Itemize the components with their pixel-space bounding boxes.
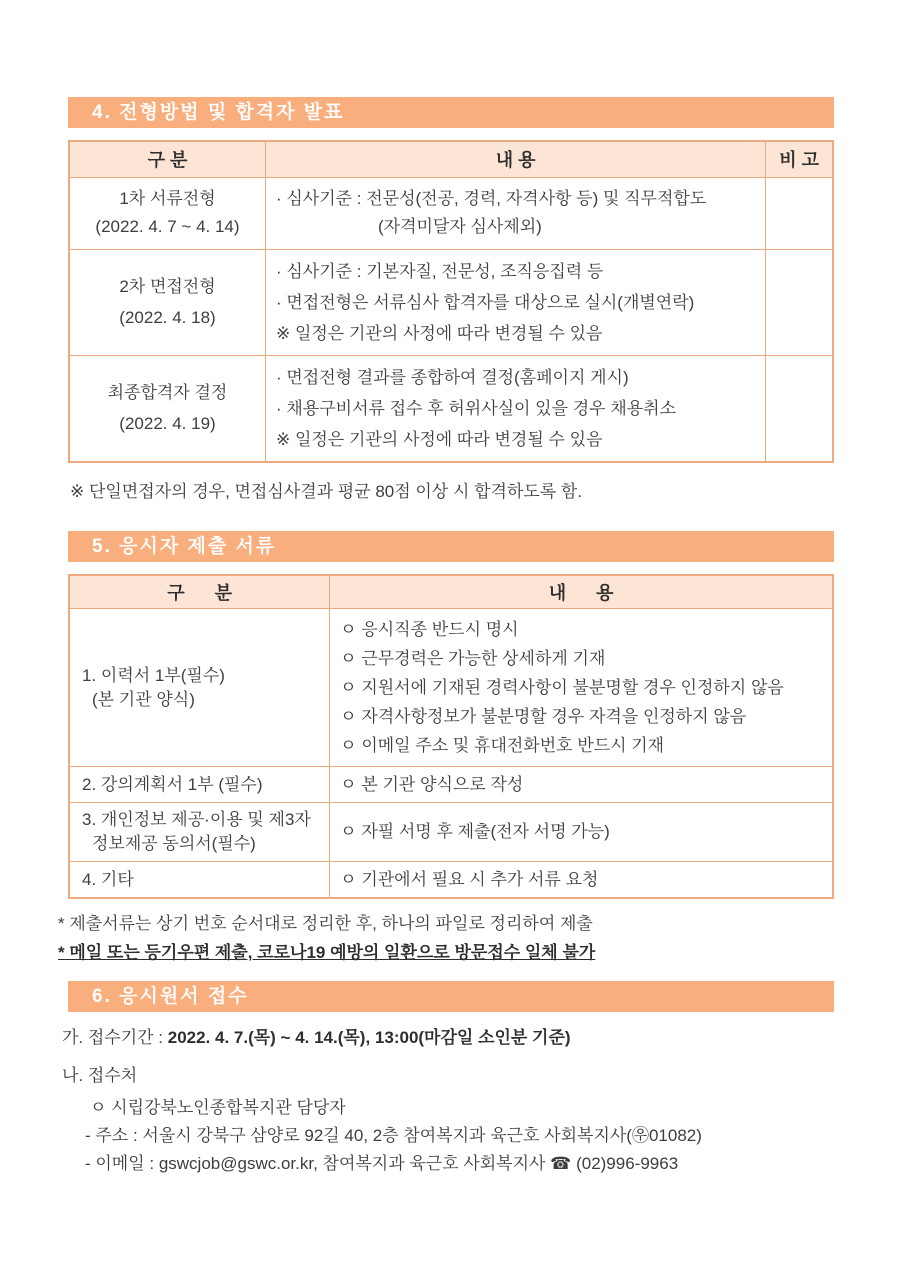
content-line: ㅇ 이메일 주소 및 휴대전화번호 반드시 기재: [340, 736, 665, 755]
category-line: 2차 면접전형: [119, 277, 216, 296]
content-line: ㅇ 지원서에 기재된 경력사항이 불분명할 경우 인정하지 않음: [340, 678, 784, 697]
table-row: [69, 862, 833, 899]
category-line: 3. 개인정보 제공·이용 및 제3자: [82, 810, 311, 829]
row-content: ㅇ 기관에서 필요 시 추가 서류 요청: [330, 862, 833, 899]
col-header-remarks: 비 고: [766, 141, 833, 177]
category-line: 정보제공 동의서(필수): [92, 834, 256, 853]
receipt-email-line: - 이메일 : gswcjob@gswc.or.kr, 참여복지과 육근호 사회복지사 ☎ (02)996-9963: [85, 1154, 679, 1173]
submission-notes: [58, 909, 834, 967]
content-line: · 채용구비서류 접수 후 허위사실이 있을 경우 채용취소: [276, 398, 677, 418]
row-category: [69, 609, 330, 767]
category-date: (2022. 4. 7 ~ 4. 14): [95, 217, 240, 236]
note-file-order: * 제출서류는 상기 번호 순서대로 정리한 후, 하나의 파일로 정리하여 제출: [58, 914, 593, 933]
row-remarks: [766, 355, 833, 462]
row-category: [69, 803, 330, 862]
section4-title: 4. 전형방법 및 합격자 발표: [92, 102, 345, 123]
application-receipt-info: [62, 1024, 834, 1178]
table-row: [69, 249, 833, 355]
section5-title: 5. 응시자 제출 서류: [92, 535, 277, 557]
content-line: (자격미달자 심사제외): [378, 217, 542, 236]
table-header-row: [69, 141, 833, 177]
content-line: · 면접전형 결과를 종합하여 결정(홈페이지 게시): [276, 367, 629, 387]
section5-title-bar: [68, 531, 834, 562]
row-content: [266, 249, 766, 355]
section6-title: 6. 응시원서 접수: [92, 986, 249, 1007]
category-line: 최종합격자 결정: [107, 383, 228, 402]
table-row: [69, 609, 833, 767]
col-header-content: 내 용: [330, 575, 833, 609]
row-content: [266, 177, 766, 249]
row-remarks: [766, 177, 833, 249]
receipt-period-line: [62, 1024, 834, 1052]
col-header-category: 구 분: [69, 141, 266, 177]
row-category: [69, 177, 266, 249]
category-line: 1. 이력서 1부(필수): [82, 665, 225, 685]
receipt-office-contact: ㅇ 시립강북노인종합복지관 담당자: [90, 1098, 346, 1117]
content-line: ※ 일정은 기관의 사정에 따라 변경될 수 있음: [276, 429, 603, 449]
content-line: ※ 일정은 기관의 사정에 따라 변경될 수 있음: [276, 323, 603, 343]
category-date: (2022. 4. 18): [119, 308, 216, 327]
table-row: [69, 803, 833, 862]
row-content: [330, 609, 833, 767]
row-category: 4. 기타: [69, 862, 330, 899]
row-category: [69, 355, 266, 462]
category-date: (2022. 4. 19): [119, 414, 216, 433]
receipt-address-line: - 주소 : 서울시 강북구 삼양로 92길 40, 2층 참여복지과 육근호 사회복지사(㉾01082): [85, 1126, 702, 1145]
col-header-content: 내 용: [266, 141, 766, 177]
row-category: [69, 249, 266, 355]
selection-method-table: [68, 140, 834, 463]
table-row: [69, 355, 833, 462]
content-line: · 심사기준 : 기본자질, 전문성, 조직응집력 등: [276, 261, 604, 281]
submission-documents-table: [68, 574, 834, 900]
note-no-visit: * 메일 또는 등기우편 제출, 코로나19 예방의 일환으로 방문접수 일체 불가: [58, 943, 596, 962]
receipt-office-label: 나. 접수처: [62, 1066, 138, 1085]
content-line: ㅇ 응시직종 반드시 명시: [340, 620, 519, 639]
content-line: · 면접전형은 서류심사 합격자를 대상으로 실시(개별연락): [276, 292, 695, 312]
content-line: ㅇ 자격사항정보가 불분명할 경우 자격을 인정하지 않음: [340, 707, 747, 726]
row-content: [266, 355, 766, 462]
row-content: ㅇ 본 기관 양식으로 작성: [330, 767, 833, 803]
col-header-category: 구 분: [69, 575, 330, 609]
row-content: ㅇ 자필 서명 후 제출(전자 서명 가능): [330, 803, 833, 862]
receipt-period-value: 2022. 4. 7.(목) ~ 4. 14.(목), 13:00(마감일 소인분 기준): [167, 1028, 571, 1047]
row-category: 2. 강의계획서 1부 (필수): [69, 767, 330, 803]
single-interview-footnote: ※ 단일면접자의 경우, 면접심사결과 평균 80점 이상 시 합격하도록 함.: [70, 481, 583, 501]
table-header-row: [69, 575, 833, 609]
category-line: 1차 서류전형: [119, 189, 216, 208]
document-content: [58, 0, 834, 1178]
table-row: [69, 767, 833, 803]
table-row: [69, 177, 833, 249]
content-line: ㅇ 근무경력은 가능한 상세하게 기재: [340, 649, 606, 668]
row-remarks: [766, 249, 833, 355]
receipt-period-label: 가. 접수기간 :: [62, 1028, 168, 1047]
section4-title-bar: [68, 97, 834, 128]
section6-title-bar: [68, 981, 834, 1012]
category-line: (본 기관 양식): [92, 689, 195, 709]
content-line: · 심사기준 : 전문성(전공, 경력, 자격사항 등) 및 직무적합도: [276, 189, 707, 208]
